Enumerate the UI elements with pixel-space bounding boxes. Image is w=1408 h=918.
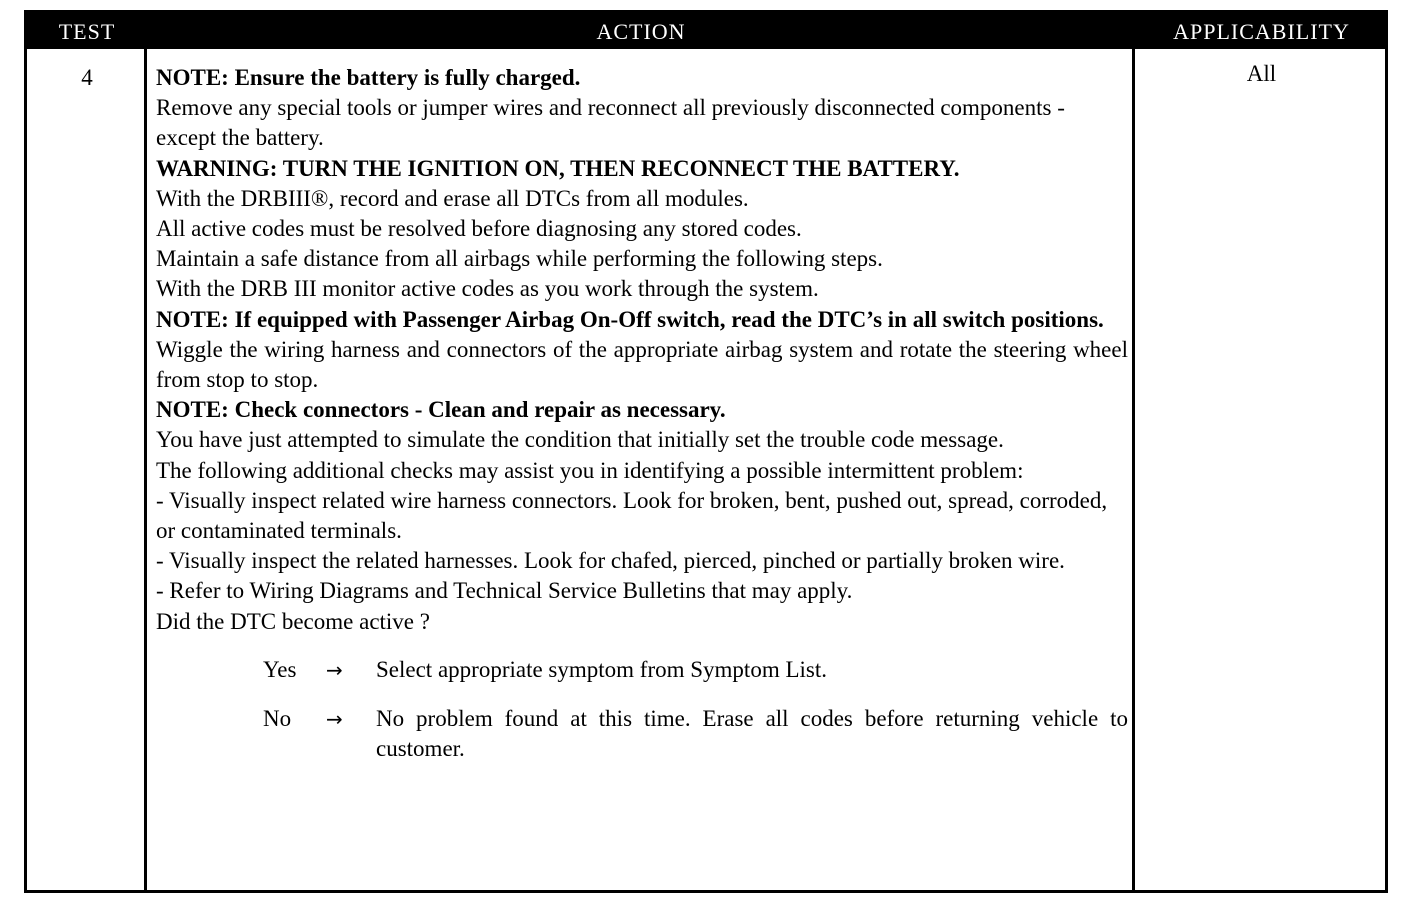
diagnostic-table [24,10,1388,893]
action-line: - Refer to Wiring Diagrams and Technical Service Bulletins that may apply. [156,578,853,604]
table-header [27,13,1385,49]
header-applicability: APPLICABILITY [1173,19,1350,44]
column-divider [1132,49,1135,890]
column-divider [144,49,147,890]
answer-no [156,704,1128,764]
applicability-value: All [1246,61,1277,86]
action-line: The following additional checks may assist you in identifying a possible intermittent problem: [156,457,1024,483]
action-line: With the DRBIII®, record and erase all DTCs from all modules. [156,185,749,211]
action-line: All active codes must be resolved before diagnosing any stored codes. [156,216,802,242]
action-text [156,63,1128,764]
action-line: Remove any special tools or jumper wires and reconnect all previously disconnected components - except the battery. [156,95,1065,151]
header-test: TEST [58,19,116,44]
action-line: - Visually inspect related wire harness connectors. Look for broken, bent, pushed out, spread, corroded, or contaminated terminals. [156,487,1108,544]
yes-text: Select appropriate symptom from Symptom List. [376,656,827,682]
arrow-right-icon: → [326,657,343,682]
note-battery: NOTE: Ensure the battery is fully charged. [156,65,581,90]
note-passenger-airbag: NOTE: If equipped with Passenger Airbag On-Off switch, read the DTC’s in all switch positions. [156,306,1104,332]
no-text: No problem found at this time. Erase all codes before returning vehicle to customer. [376,706,1128,762]
test-number: 4 [81,65,93,90]
answer-yes [156,655,1128,685]
arrow-right-icon: → [326,707,343,732]
header-action: ACTION [596,19,686,44]
action-line: With the DRB III monitor active codes as you work through the system. [156,276,819,302]
note-connectors: NOTE: Check connectors - Clean and repair as necessary. [156,397,726,423]
no-label: No [263,706,292,732]
question: Did the DTC become active ? [156,608,430,634]
yes-label: Yes [263,656,297,682]
action-line: You have just attempted to simulate the condition that initially set the trouble code message. [156,427,1004,453]
action-line: - Visually inspect the related harnesses. Look for chafed, pierced, pinched or partially broken wire. [156,548,1065,574]
action-line: Wiggle the wiring harness and connectors of the appropriate airbag system and rotate the steering wheel from stop to stop. [156,336,1128,393]
action-line: Maintain a safe distance from all airbags while performing the following steps. [156,246,883,272]
warning-ignition: WARNING: TURN THE IGNITION ON, THEN RECONNECT THE BATTERY. [156,155,960,181]
